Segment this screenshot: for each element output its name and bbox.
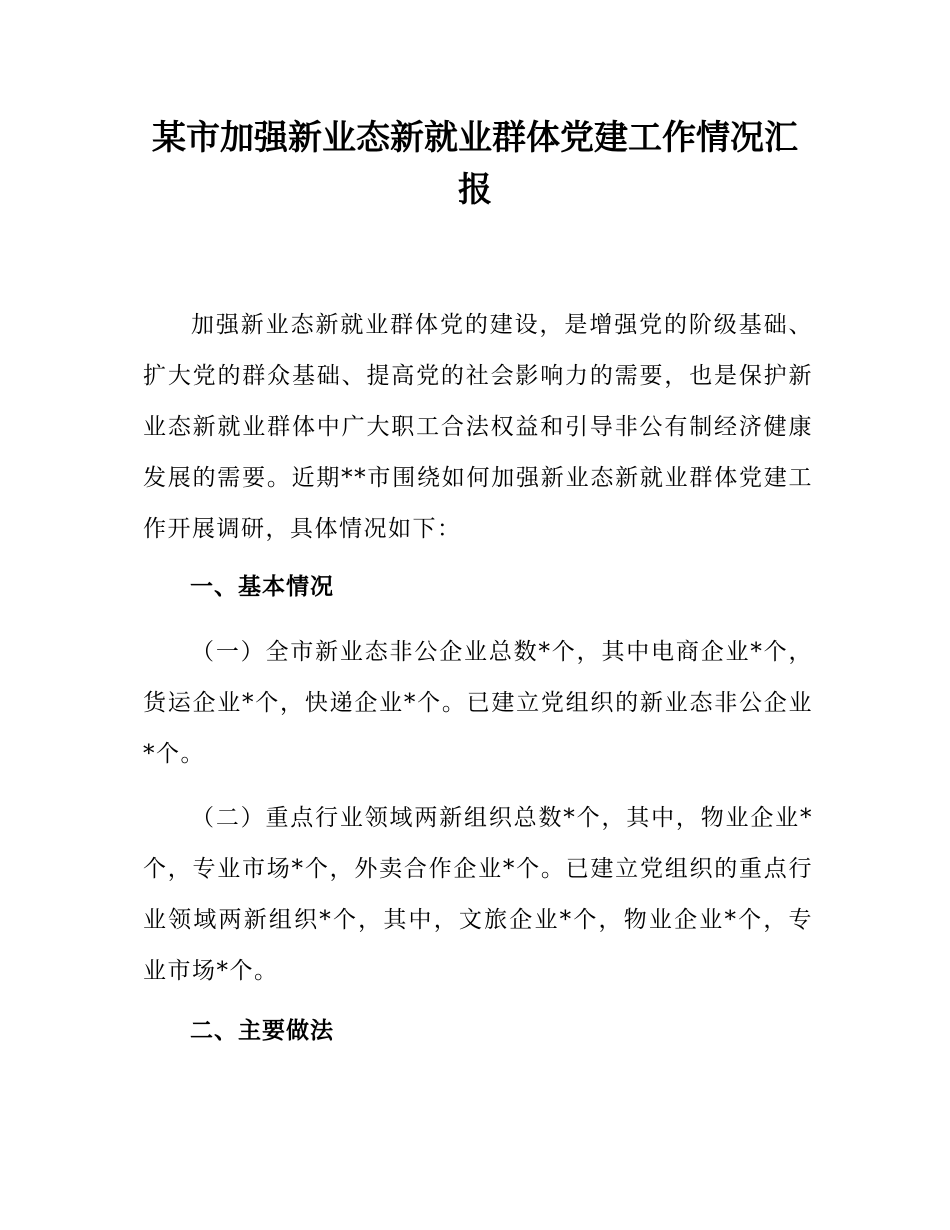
section-1-heading: 一、基本情况 (190, 574, 334, 600)
section-2-heading: 二、主要做法 (190, 1018, 334, 1044)
title-line-2: 报 (458, 170, 492, 210)
section-1-paragraph-1: （一）全市新业态非公企业总数*个，其中电商企业*个，货运企业*个，快递企业*个。已建立党组织的新业态非公企业*个。 (143, 639, 813, 767)
intro-paragraph: 加强新业态新就业群体党的建设，是增强党的阶级基础、扩大党的群众基础、提高党的社会影响力的需要，也是保护新业态新就业群体中广大职工合法权益和引导非公有制经济健康发展的需要。近期**市围绕如何加强新业态新就业群体党建工作开展调研，具体情况如下： (143, 312, 813, 542)
section-1-paragraph-2: （二）重点行业领域两新组织总数*个，其中，物业企业*个，专业市场*个，外卖合作企业*个。已建立党组织的重点行业领域两新组织*个，其中，文旅企业*个，物业企业*个，专业市场*个。 (143, 805, 813, 984)
title-line-1: 某市加强新业态新就业群体党建工作情况汇 (152, 118, 798, 158)
document-title (140, 112, 810, 216)
